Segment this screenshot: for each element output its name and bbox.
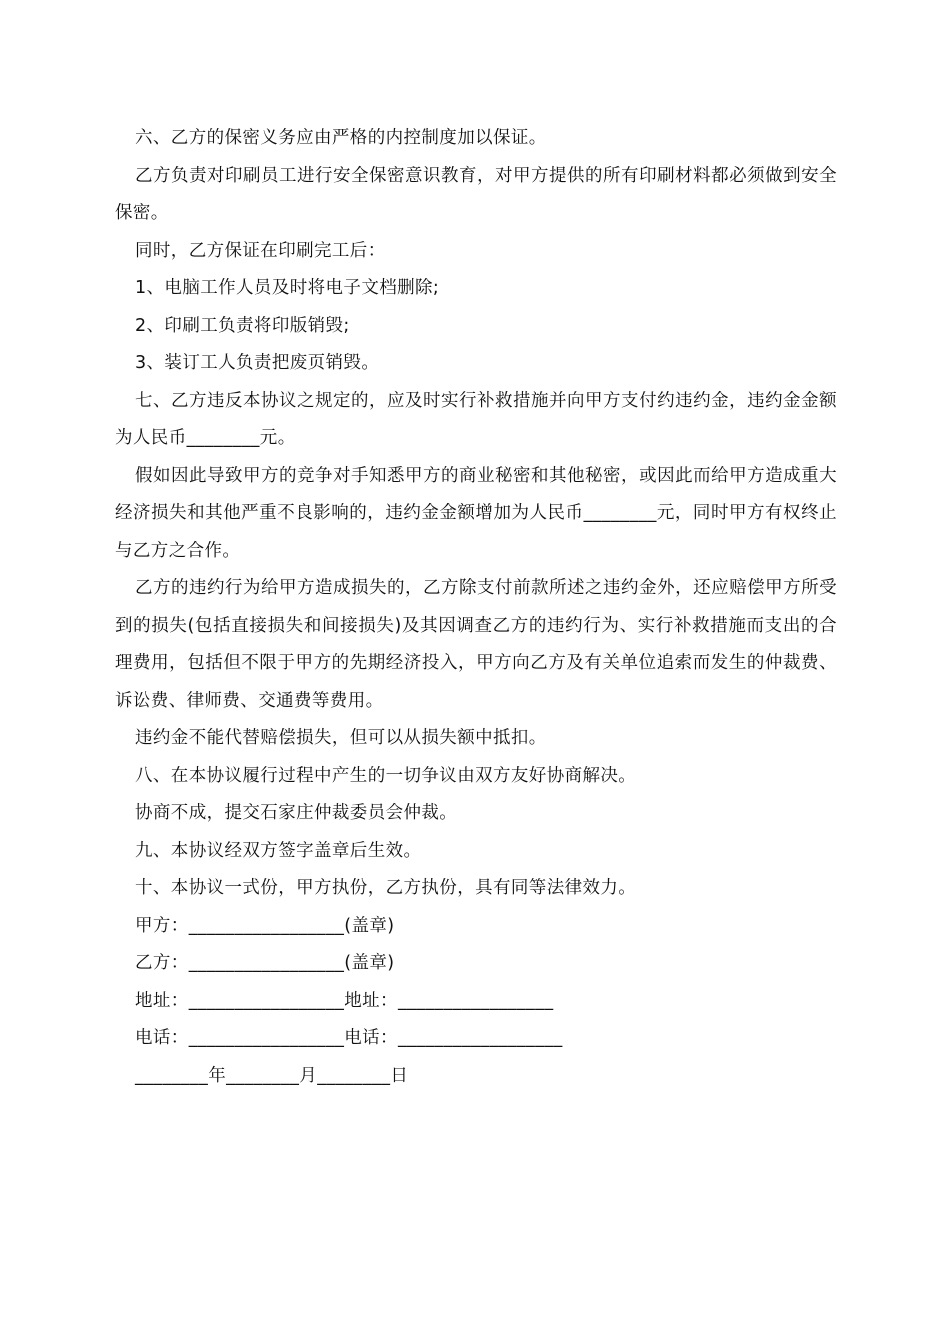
clause-seven: 七、乙方违反本协议之规定的，应及时实行补救措施并向甲方支付约违约金，违约金金额为人民币________元。 xyxy=(115,390,837,448)
phone-line: 电话：_________________电话：__________________ xyxy=(135,1028,563,1048)
address-line: 地址：_________________地址：_________________ xyxy=(135,990,554,1011)
clause-six: 六、乙方的保密义务应由严格的内控制度加以保证。 xyxy=(135,128,547,148)
list-item: 2、印刷工负责将印版销毁; xyxy=(135,315,350,336)
party-b-signature-line: 乙方：_________________(盖章) xyxy=(135,953,395,973)
post-printing-guarantee-intro: 同时，乙方保证在印刷完工后： xyxy=(135,240,386,261)
clause-nine: 九、本协议经双方签字盖章后生效。 xyxy=(135,840,422,861)
security-education-paragraph: 乙方负责对印刷员工进行安全保密意识教育，对甲方提供的所有印刷材料都必须做到安全保密。 xyxy=(115,165,837,223)
increased-penalty-paragraph: 假如因此导致甲方的竞争对手知悉甲方的商业秘密和其他秘密，或因此而给甲方造成重大经济损失和其他严重不良影响的，违约金金额增加为人民币________元，同时甲方有权终止与乙方之合作。 xyxy=(115,465,837,561)
list-item: 3、装订工人负责把废页销毁。 xyxy=(135,353,380,373)
arbitration-paragraph: 协商不成，提交石家庄仲裁委员会仲裁。 xyxy=(135,803,458,823)
party-a-signature-line: 甲方：_________________(盖章) xyxy=(135,915,395,936)
clause-ten: 十、本协议一式份，甲方执份，乙方执份，具有同等法律效力。 xyxy=(135,878,637,898)
clause-eight: 八、在本协议履行过程中产生的一切争议由双方友好协商解决。 xyxy=(135,765,637,786)
contract-page xyxy=(115,120,837,1095)
list-item: 1、电脑工作人员及时将电子文档删除; xyxy=(135,278,440,298)
penalty-offset-paragraph: 违约金不能代替赔偿损失，但可以从损失额中抵扣。 xyxy=(135,728,547,748)
damages-compensation-paragraph: 乙方的违约行为给甲方造成损失的，乙方除支付前款所述之违约金外，还应赔偿甲方所受到的损失(包括直接损失和间接损失)及其因调查乙方的违约行为、实行补救措施而支出的合理费用，包括但不限于甲方的先期经济投入，甲方向乙方及有关单位追索而发生的仲裁费、诉讼费、律师费、交通费等费用。 xyxy=(115,578,837,711)
date-line: ________年________月________日 xyxy=(135,1065,409,1086)
